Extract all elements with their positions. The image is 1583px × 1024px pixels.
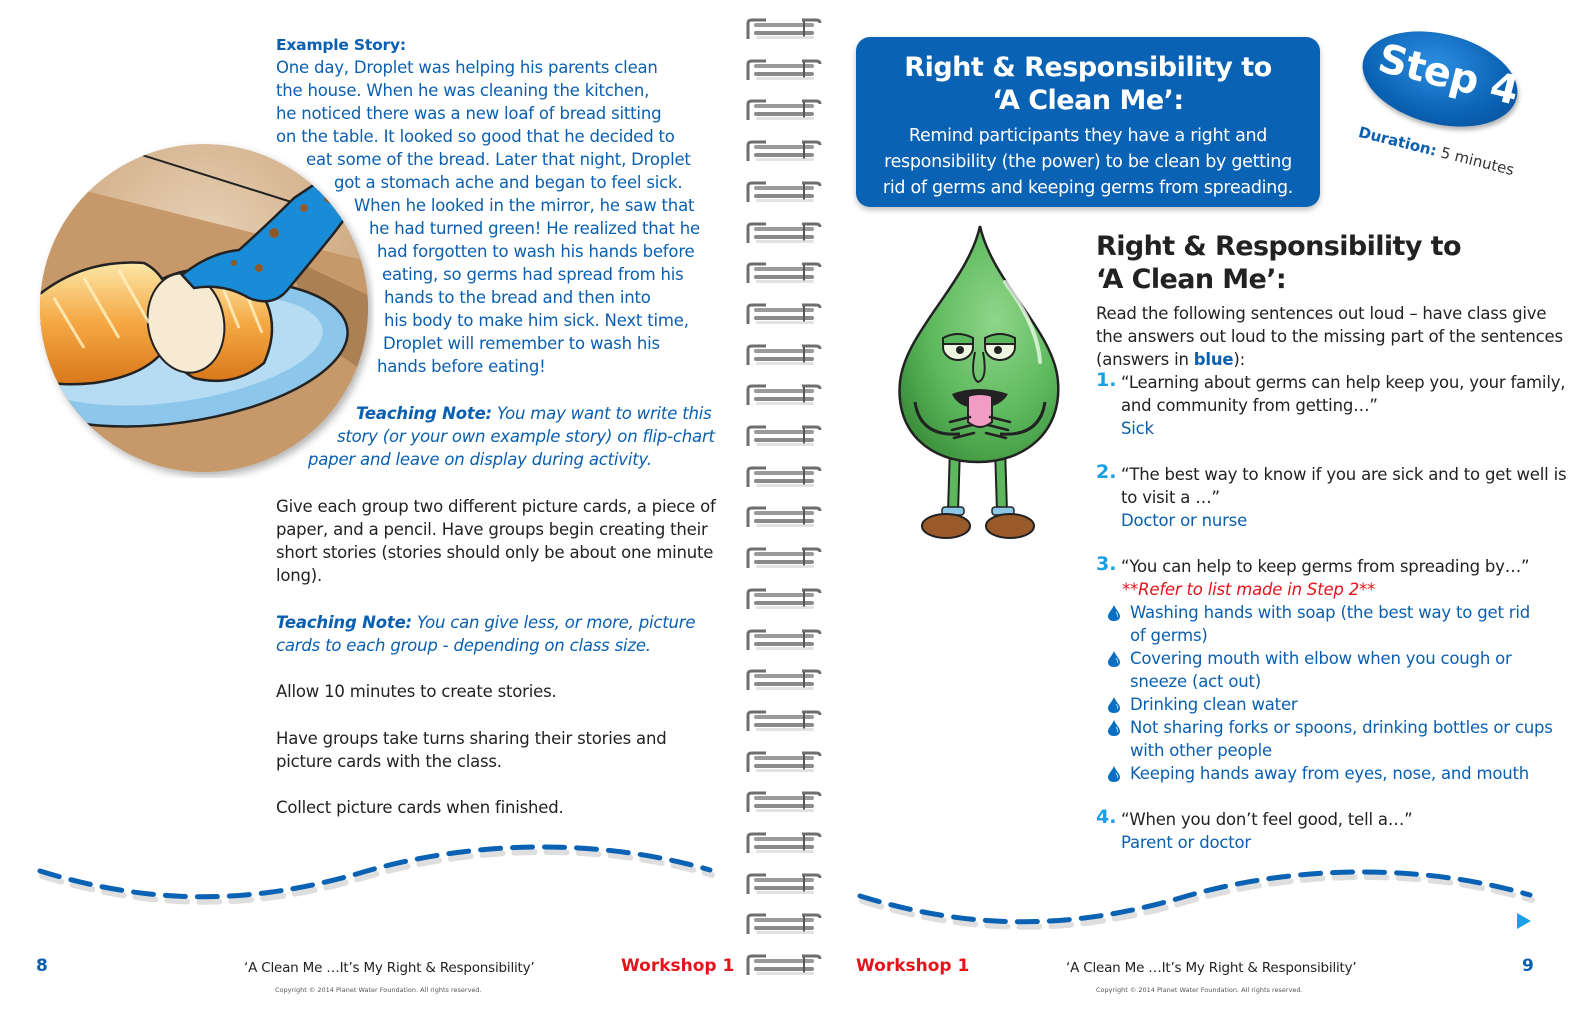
spiral-ring	[744, 383, 824, 409]
teaching-note-label: Teaching Note:	[356, 404, 492, 423]
intro-text: the answers out loud to the missing part of the sentences	[1096, 327, 1563, 346]
spiral-ring	[744, 180, 824, 206]
story-title: Example Story:	[276, 36, 406, 54]
section-heading	[1096, 230, 1461, 296]
item-answer: Parent or doctor	[1121, 833, 1251, 852]
story-line: his body to make him sick. Next time,	[384, 311, 689, 330]
step-banner	[856, 37, 1320, 207]
bullet-item-text: Drinking clean water	[1130, 695, 1298, 714]
spiral-ring	[744, 58, 824, 84]
spiral-ring	[744, 831, 824, 857]
item-answer: Sick	[1121, 419, 1154, 438]
spiral-ring	[744, 912, 824, 938]
item-text: and community from getting…”	[1121, 396, 1378, 415]
spiral-ring	[744, 587, 824, 613]
spiral-ring	[744, 343, 824, 369]
intro-blue-word: blue	[1193, 350, 1234, 369]
copyright: Copyright © 2014 Planet Water Foundation. All rights reserved.	[275, 986, 482, 994]
bullet-item-text: Washing hands with soap (the best way to get rid	[1130, 603, 1530, 622]
footer-title: ‘A Clean Me …It’s My Right & Responsibility’	[244, 960, 535, 976]
bullet-item-text: Not sharing forks or spoons, drinking bottles or cups	[1130, 718, 1553, 737]
step-label: Step 4	[1373, 35, 1523, 115]
wavy-dashed-line	[850, 860, 1550, 930]
step-badge	[1355, 28, 1575, 178]
story-line: hands to the bread and then into	[384, 288, 651, 307]
intro-text	[1096, 348, 1245, 371]
water-drop-bullet-icon	[1107, 650, 1121, 668]
teaching-note-text: story (or your own example story) on flip-chart	[337, 427, 715, 446]
story-line: eat some of the bread. Later that night, Droplet	[306, 150, 691, 169]
teaching-note-text: You can give less, or more, picture cards to each group - depending on class size.	[276, 613, 696, 655]
copyright: Copyright © 2014 Planet Water Foundation. All rights reserved.	[1096, 986, 1303, 994]
section-heading-line: ‘A Clean Me’:	[1096, 264, 1287, 295]
footer-workshop: Workshop 1	[621, 956, 735, 976]
instruction-paragraph: Have groups take turns sharing their stories and picture cards with the class.	[276, 729, 667, 771]
story-line: he had turned green! He realized that he	[369, 219, 700, 238]
spiral-ring	[744, 139, 824, 165]
spiral-ring	[744, 505, 824, 531]
story-line: When he looked in the mirror, he saw that	[354, 196, 695, 215]
spiral-ring	[744, 302, 824, 328]
item-answer: Doctor or nurse	[1121, 511, 1248, 530]
bullet-item-text: sneeze (act out)	[1130, 672, 1262, 691]
item-number: 4.	[1096, 806, 1117, 828]
page-number: 9	[1522, 956, 1534, 976]
spiral-ring	[744, 465, 824, 491]
item-note: **Refer to list made in Step 2**	[1122, 580, 1376, 599]
page-number: 8	[36, 956, 48, 976]
spiral-ring	[744, 750, 824, 776]
story-line: One day, Droplet was helping his parents clean	[276, 58, 658, 77]
footer-title: ‘A Clean Me …It’s My Right & Responsibility’	[1066, 960, 1357, 976]
banner-title: Right & Responsibility to	[904, 52, 1272, 83]
item-number: 3.	[1096, 553, 1117, 575]
spiral-ring	[744, 668, 824, 694]
bullet-item-text: Keeping hands away from eyes, nose, and mouth	[1130, 764, 1530, 783]
teaching-note-text: You may want to write this	[497, 404, 712, 423]
spiral-ring	[744, 261, 824, 287]
spiral-ring	[744, 17, 824, 43]
item-text: “Learning about germs can help keep you, your family,	[1121, 373, 1566, 392]
item-text: “The best way to know if you are sick and to get well is	[1121, 465, 1567, 484]
spiral-ring	[744, 953, 824, 979]
teaching-note-label: Teaching Note:	[276, 613, 412, 632]
section-heading-line: Right & Responsibility to	[1096, 231, 1461, 262]
sick-droplet-character	[880, 222, 1080, 547]
item-text: “You can help to keep germs from spreading by…”	[1121, 557, 1530, 576]
bullet-item-text: Covering mouth with elbow when you cough or	[1130, 649, 1512, 668]
spiral-ring	[744, 98, 824, 124]
story-line: on the table. It looked so good that he decided to	[276, 127, 675, 146]
footer-workshop: Workshop 1	[856, 956, 970, 976]
instruction-paragraph: Give each group two different picture cards, a piece of paper, and a pencil. Have groups begin creating their short stories (stories should only be about one minute long).	[276, 497, 716, 585]
instruction-paragraph: Allow 10 minutes to create stories.	[276, 682, 557, 701]
banner-text: Remind participants they have a right and responsibility (the power) to be clean by getting rid of germs and keeping germs from spreading.	[882, 126, 1294, 198]
water-drop-bullet-icon	[1107, 765, 1121, 783]
story-line: he noticed there was a new loaf of bread sitting	[276, 104, 662, 123]
spiral-ring	[744, 546, 824, 572]
spiral-ring	[744, 221, 824, 247]
story-line: Droplet will remember to wash his	[383, 334, 660, 353]
story-line: got a stomach ache and began to feel sick.	[334, 173, 683, 192]
duration-value: 5 minutes	[1438, 143, 1517, 180]
item-number: 1.	[1096, 369, 1117, 391]
teaching-note-2	[276, 611, 716, 657]
story-line: eating, so germs had spread from his	[382, 265, 684, 284]
intro-text: Read the following sentences out loud – have class give	[1096, 304, 1547, 323]
story-line: the house. When he was cleaning the kitchen,	[276, 81, 650, 100]
duration-label: Duration:	[1356, 123, 1439, 160]
duration	[1357, 123, 1516, 179]
water-drop-bullet-icon	[1107, 696, 1121, 714]
spiral-ring	[744, 628, 824, 654]
teaching-note	[356, 402, 712, 425]
story-line: hands before eating!	[377, 357, 546, 376]
bread-illustration	[34, 138, 374, 478]
water-drop-bullet-icon	[1107, 719, 1121, 737]
item-text: to visit a …”	[1121, 488, 1220, 507]
intro-text-part: ):	[1233, 350, 1245, 369]
item-number: 2.	[1096, 461, 1117, 483]
bullet-item-text: of germs)	[1130, 626, 1208, 645]
next-page-arrow-icon[interactable]	[1516, 912, 1532, 930]
spiral-ring	[744, 790, 824, 816]
spiral-ring	[744, 424, 824, 450]
spiral-ring	[744, 709, 824, 735]
item-text: “When you don’t feel good, tell a…”	[1121, 810, 1413, 829]
bullet-item-text: with other people	[1130, 741, 1272, 760]
instruction-paragraph: Collect picture cards when finished.	[276, 798, 564, 817]
intro-text-part: (answers in	[1096, 350, 1194, 369]
wavy-dashed-line	[30, 835, 730, 905]
water-drop-bullet-icon	[1107, 604, 1121, 622]
teaching-note-text: paper and leave on display during activity.	[308, 450, 652, 469]
spiral-ring	[744, 872, 824, 898]
story-line: had forgotten to wash his hands before	[377, 242, 695, 261]
banner-title: ‘A Clean Me’:	[992, 85, 1184, 116]
